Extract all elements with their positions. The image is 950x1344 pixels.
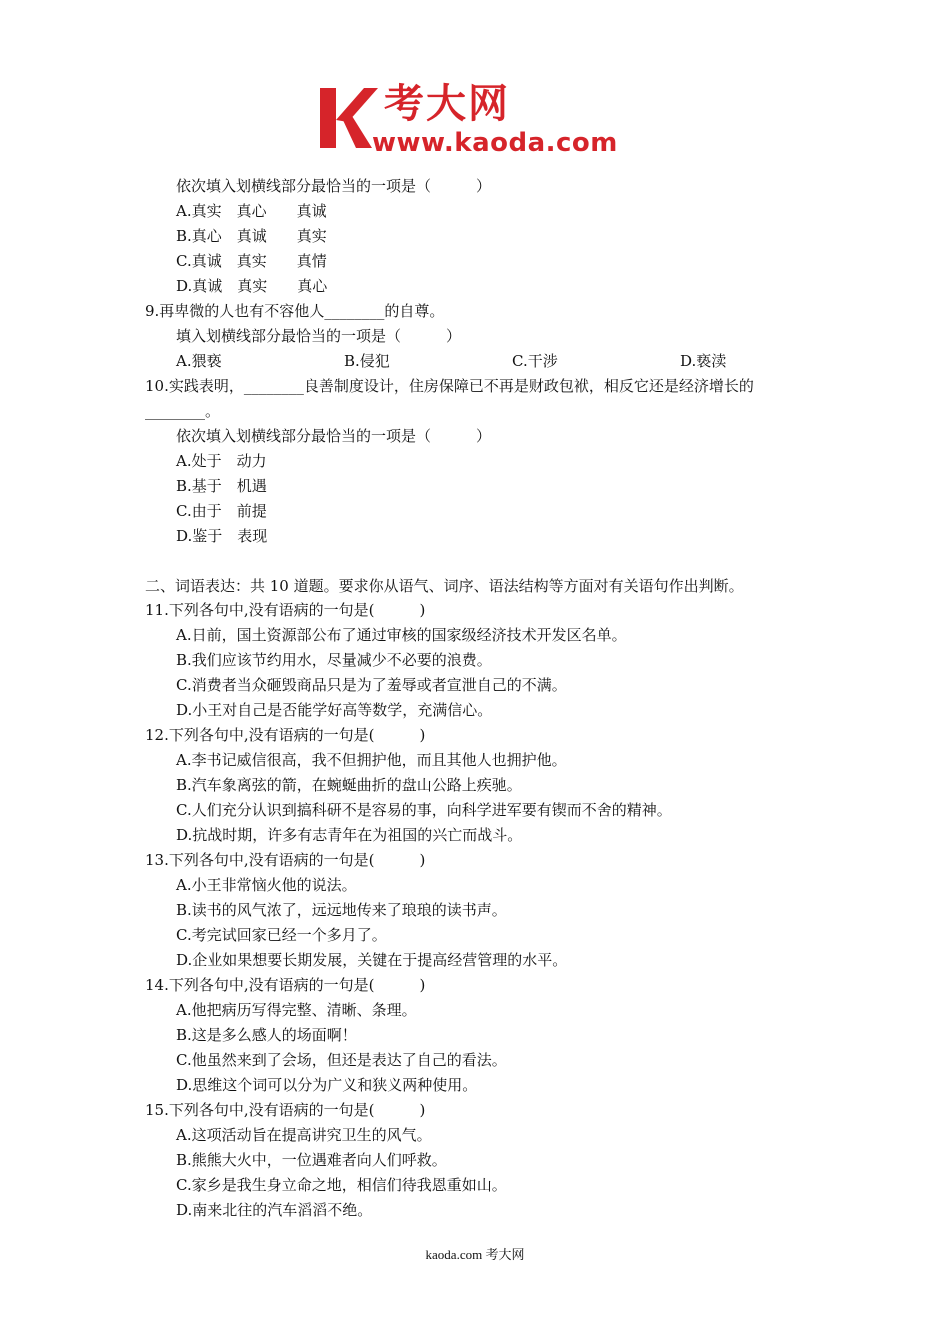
page-footer: kaoda.com 考大网 — [425, 1247, 525, 1262]
q12-option-b: B.汽车象离弦的箭，在蜿蜒曲折的盘山公路上疾驰。 — [176, 776, 522, 794]
q14-option-c: C.他虽然来到了会场，但还是表达了自己的看法。 — [176, 1051, 507, 1069]
q15-option-c: C.家乡是我生身立命之地，相信们待我恩重如山。 — [176, 1176, 507, 1194]
q10-option-a: A.处于 动力 — [176, 452, 267, 470]
q8-option-b: B.真心 真诚 真实 — [176, 227, 327, 245]
q13-option-a: A.小王非常恼火他的说法。 — [176, 876, 357, 894]
q15-option-b: B.熊熊大火中，一位遇难者向人们呼救。 — [176, 1151, 447, 1169]
q9-option-a: A.猥亵 — [176, 352, 222, 370]
q8-option-d: D.真诚 真实 真心 — [176, 277, 328, 295]
q11-option-b: B.我们应该节约用水，尽量减少不必要的浪费。 — [176, 651, 492, 669]
q13-stem: 13.下列各句中,没有语病的一句是( ) — [145, 851, 426, 869]
q10-option-d: D.鉴于 表现 — [176, 527, 268, 545]
q14-option-d: D.思维这个词可以分为广义和狭义两种使用。 — [176, 1076, 478, 1094]
q12-option-a: A.李书记威信很高，我不但拥护他，而且其他人也拥护他。 — [176, 751, 567, 769]
logo-k-icon — [318, 82, 380, 154]
q9-stem: 9.再卑微的人也有不容他人________的自尊。 — [145, 302, 445, 320]
q14-stem: 14.下列各句中,没有语病的一句是( ) — [145, 976, 426, 994]
q8-option-a: A.真实 真心 真诚 — [176, 202, 327, 220]
q12-option-c: C.人们充分认识到搞科研不是容易的事，向科学进军要有锲而不舍的精神。 — [176, 801, 672, 819]
section2-title: 二、词语表达：共 10 道题。要求你从语气、词序、语法结构等方面对有关语句作出判断。 — [145, 577, 744, 595]
q12-stem: 12.下列各句中,没有语病的一句是( ) — [145, 726, 426, 744]
q10-stem-line2: ________。 — [145, 402, 221, 420]
q9-prompt: 填入划横线部分最恰当的一项是（ ） — [176, 327, 462, 345]
q8-prompt: 依次填入划横线部分最恰当的一项是（ ） — [176, 177, 492, 195]
logo-title: 考大网 — [384, 81, 510, 127]
q10-stem-line1: 10.实践表明，________良善制度设计，住房保障已不再是财政包袱，相反它还是经济增长的 — [145, 377, 754, 395]
q10-option-c: C.由于 前提 — [176, 502, 267, 520]
q13-option-d: D.企业如果想要长期发展，关键在于提高经营管理的水平。 — [176, 951, 568, 969]
q13-option-c: C.考完试回家已经一个多月了。 — [176, 926, 387, 944]
logo-url: www.kaoda.com — [372, 128, 618, 158]
q10-option-b: B.基于 机遇 — [176, 477, 267, 495]
q11-option-d: D.小王对自己是否能学好高等数学，充满信心。 — [176, 701, 493, 719]
q11-option-c: C.消费者当众砸毁商品只是为了羞辱或者宣泄自己的不满。 — [176, 676, 567, 694]
q10-prompt: 依次填入划横线部分最恰当的一项是（ ） — [176, 427, 492, 445]
q8-option-c: C.真诚 真实 真情 — [176, 252, 327, 270]
q15-option-d: D.南来北往的汽车滔滔不绝。 — [176, 1201, 373, 1219]
q9-option-c: C.干涉 — [512, 352, 558, 370]
q9-option-b: B.侵犯 — [344, 352, 390, 370]
q14-option-b: B.这是多么感人的场面啊！ — [176, 1026, 357, 1044]
q9-option-d: D.亵渎 — [680, 352, 727, 370]
q13-option-b: B.读书的风气浓了，远远地传来了琅琅的读书声。 — [176, 901, 507, 919]
site-logo[interactable] — [318, 82, 638, 162]
q15-option-a: A.这项活动旨在提高讲究卫生的风气。 — [176, 1126, 432, 1144]
q14-option-a: A.他把病历写得完整、清晰、条理。 — [176, 1001, 417, 1019]
q11-option-a: A.日前，国土资源部公布了通过审核的国家级经济技术开发区名单。 — [176, 626, 627, 644]
q15-stem: 15.下列各句中,没有语病的一句是( ) — [145, 1101, 426, 1119]
q11-stem: 11.下列各句中,没有语病的一句是( ) — [145, 601, 426, 619]
q12-option-d: D.抗战时期，许多有志青年在为祖国的兴亡而战斗。 — [176, 826, 523, 844]
